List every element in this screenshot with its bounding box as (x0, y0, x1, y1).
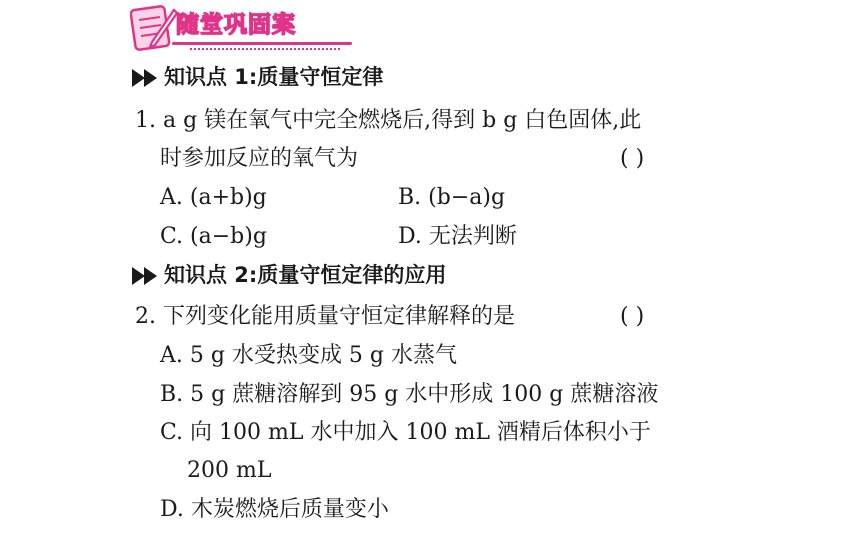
question-1-line-1: 1. a g 镁在氧气中完全燃烧后,得到 b g 白色固体,此 (135, 108, 642, 133)
q2-option-a: A. 5 g 水受热变成 5 g 水蒸气 (160, 343, 458, 368)
section-header-banner (130, 2, 370, 52)
question-2-line-1: 2. 下列变化能用质量守恒定律解释的是 (135, 304, 515, 329)
header-underline (172, 42, 352, 45)
section-label: 知识点 2:质量守恒定律的应用 (164, 263, 447, 287)
q1-option-b: B. (b−a)g (398, 185, 506, 210)
header-title: 随堂巩固案 (176, 12, 296, 38)
answer-bracket: ( ) (620, 146, 645, 171)
q1-option-a: A. (a+b)g (160, 185, 267, 210)
header-dotted-underline (190, 48, 340, 50)
q2-option-c: C. 向 100 mL 水中加入 100 mL 酒精后体积小于 (160, 420, 651, 445)
q2-option-b: B. 5 g 蔗糖溶解到 95 g 水中形成 100 g 蔗糖溶液 (160, 382, 659, 407)
section-heading-2 (132, 260, 446, 290)
q1-option-c: C. (a−b)g (160, 224, 267, 249)
answer-bracket: ( ) (620, 304, 645, 329)
q2-option-c-continued: 200 mL (187, 458, 272, 483)
double-arrow-icon (132, 267, 160, 285)
question-1-line-2: 时参加反应的氧气为 (160, 146, 359, 171)
double-arrow-icon (132, 69, 160, 87)
q2-option-d: D. 木炭燃烧后质量变小 (160, 497, 389, 522)
section-heading-1 (132, 62, 383, 92)
pencil-notebook-icon (130, 2, 178, 52)
section-label: 知识点 1:质量守恒定律 (164, 65, 384, 89)
q1-option-d: D. 无法判断 (398, 224, 517, 249)
